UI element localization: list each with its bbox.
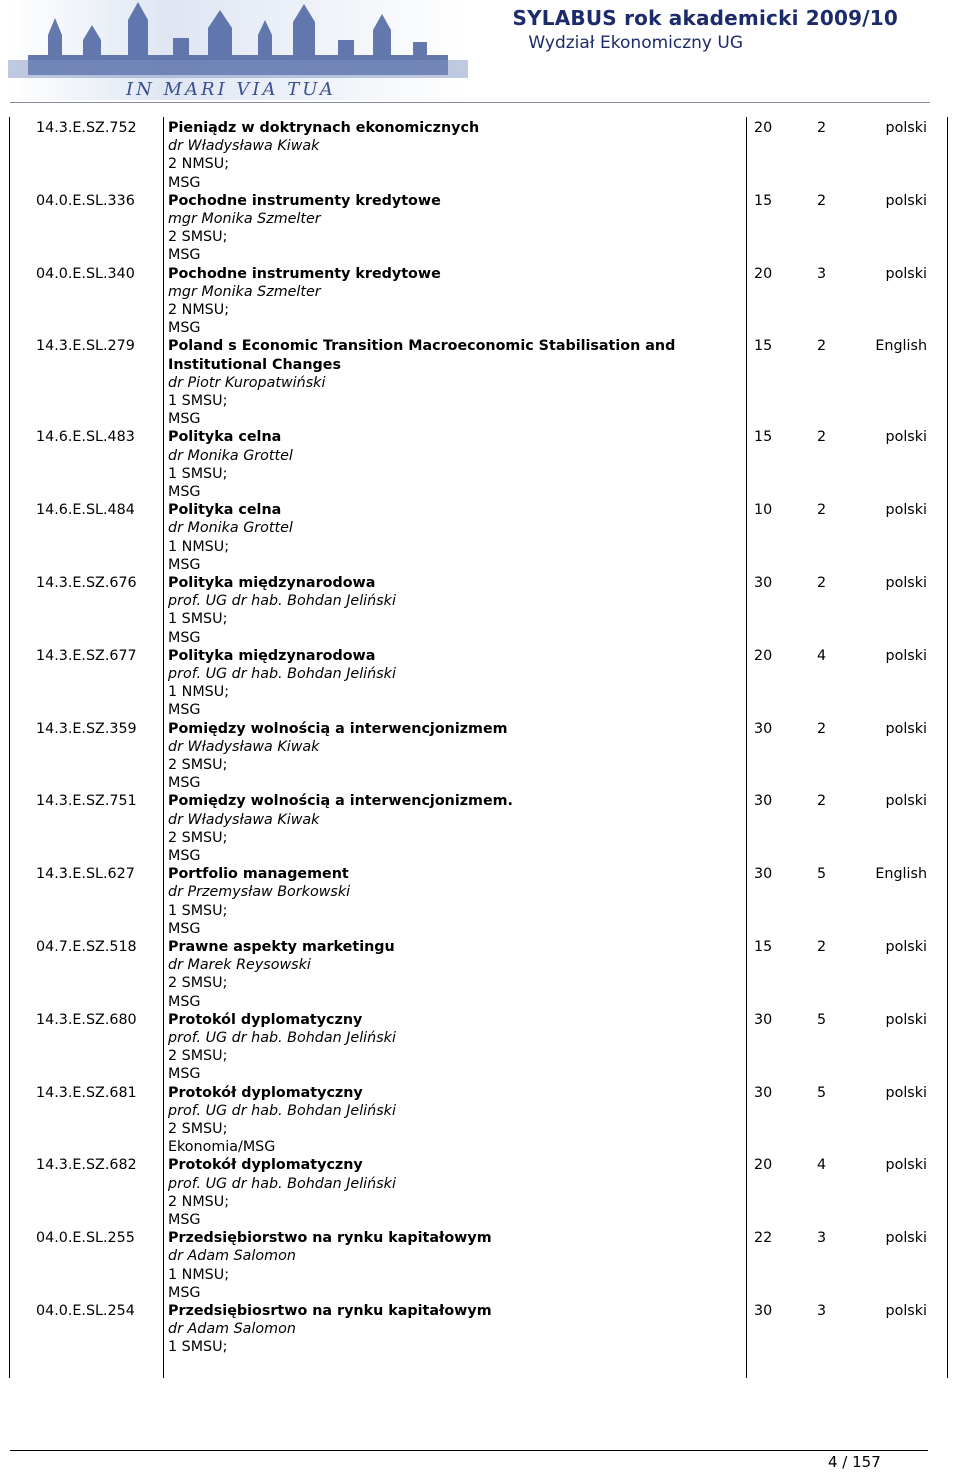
course-lecturer: prof. UG dr hab. Bohdan Jeliński [168,1030,396,1046]
course-hours: 15 [754,429,773,446]
course-row [9,1084,948,1157]
course-language: polski [885,1084,927,1101]
course-semester: 2 SMSU; [168,829,228,846]
course-hours: 30 [754,1084,773,1101]
course-code: 14.6.E.SL.483 [36,429,135,446]
course-group: MSG [168,556,201,573]
footer-divider [10,1450,928,1451]
course-code: 04.0.E.SL.336 [36,192,135,209]
course-hours: 30 [754,866,773,883]
faculty-name: Wydział Ekonomiczny UG [528,33,743,53]
course-ects: 2 [817,720,827,737]
course-title: Poland s Economic Transition Macroeconomic Stabilisation and Institutional Changes [168,338,676,373]
course-row [9,1011,948,1084]
course-semester: 2 SMSU; [168,1048,228,1065]
course-title: Protokól dyplomatyczny [168,1011,363,1028]
course-lecturer: prof. UG dr hab. Bohdan Jeliński [168,1175,396,1192]
course-description [168,337,708,428]
course-hours: 22 [754,1230,773,1247]
course-code: 14.6.E.SL.484 [36,502,135,519]
course-group: MSG [168,1284,201,1301]
course-row [9,501,948,574]
course-title: Polityka celna [168,429,282,446]
course-semester: 1 SMSU; [168,1339,228,1356]
course-language: polski [885,1303,927,1319]
course-semester: 2 SMSU; [168,1121,228,1137]
course-group: MSG [168,993,201,1010]
course-row [9,720,948,793]
course-description [168,720,708,793]
course-ects: 5 [817,1011,827,1028]
course-language: polski [885,120,927,136]
course-semester: 2 SMSU; [168,975,228,992]
course-lecturer: prof. UG dr hab. Bohdan Jeliński [168,666,396,682]
course-title: Pieniądz w doktrynach ekonomicznych [168,120,480,136]
course-description [168,1156,708,1229]
course-code: 04.0.E.SL.255 [36,1230,135,1247]
course-row [9,938,948,1011]
course-title: Portfolio management [168,866,349,883]
university-logo [8,0,468,100]
course-language: polski [885,1230,927,1247]
course-group: MSG [168,320,201,337]
course-ects: 2 [817,338,827,355]
course-title: Pomiędzy wolnością a interwencjonizmem [168,720,508,737]
course-language: English [875,338,927,355]
course-description [168,1084,708,1157]
course-lecturer: dr Monika Grottel [168,447,293,464]
course-group: MSG [168,174,201,191]
course-lecturer: mgr Monika Szmelter [168,211,321,227]
course-ects: 3 [817,265,827,282]
course-semester: 2 NMSU; [168,1193,230,1210]
course-semester: 2 SMSU; [168,229,228,246]
course-semester: 2 SMSU; [168,757,228,773]
course-ects: 2 [817,793,827,810]
course-semester: 2 NMSU; [168,156,230,173]
course-language: English [875,866,927,883]
course-group: MSG [168,484,201,500]
course-hours: 15 [754,939,773,955]
course-hours: 15 [754,338,773,355]
course-hours: 30 [754,793,773,810]
course-row [9,428,948,501]
course-ects: 2 [817,575,827,591]
course-description [168,1229,708,1302]
course-title: Pochodne instrumenty kredytowe [168,265,441,282]
course-code: 04.7.E.SZ.518 [36,939,137,955]
course-ects: 3 [817,1303,827,1319]
course-ects: 2 [817,939,827,955]
page-number: 4 / 157 [828,1453,881,1471]
course-description [168,428,708,501]
course-row [9,792,948,865]
course-row [9,574,948,647]
course-lecturer: prof. UG dr hab. Bohdan Jeliński [168,1102,396,1119]
course-lecturer: mgr Monika Szmelter [168,283,321,300]
course-row [9,119,948,192]
course-title: Przedsiębiosrtwo na rynku kapitałowym [168,1303,492,1319]
header-divider [10,102,930,103]
course-group: MSG [168,411,201,428]
course-description [168,938,708,1011]
course-description [168,792,708,865]
course-title: Protokół dyplomatyczny [168,1084,363,1101]
course-lecturer: dr Monika Grottel [168,520,293,537]
course-title: Polityka celna [168,502,282,519]
course-group: MSG [168,702,201,719]
course-ects: 5 [817,1084,827,1101]
course-ects: 2 [817,502,827,519]
course-code: 04.0.E.SL.340 [36,265,135,282]
course-description [168,865,708,938]
course-lecturer: dr Adam Salomon [168,1321,296,1338]
course-language: polski [885,575,927,591]
course-language: polski [885,1011,927,1028]
course-language: polski [885,1157,927,1174]
course-ects: 3 [817,1230,827,1247]
course-semester: 1 SMSU; [168,393,228,409]
course-semester: 1 NMSU; [168,1266,230,1283]
course-language: polski [885,265,927,282]
course-row [9,647,948,720]
course-language: polski [885,793,927,810]
course-language: polski [885,429,927,446]
course-description [168,119,708,192]
course-ects: 2 [817,429,827,446]
course-hours: 15 [754,192,773,209]
course-lecturer: dr Władysława Kiwak [168,138,320,155]
course-lecturer: dr Przemysław Borkowski [168,884,351,901]
course-ects: 2 [817,120,827,136]
course-hours: 30 [754,575,773,591]
course-title: Przedsiębiorstwo na rynku kapitałowym [168,1230,492,1247]
course-semester: 1 NMSU; [168,684,230,701]
course-language: polski [885,939,927,955]
course-code: 14.3.E.SZ.359 [36,720,137,737]
course-hours: 20 [754,1157,773,1174]
course-code: 14.3.E.SZ.751 [36,793,137,810]
course-code: 14.3.E.SZ.752 [36,120,137,136]
course-ects: 5 [817,866,827,883]
course-description [168,192,708,265]
course-description [168,265,708,338]
course-hours: 30 [754,1011,773,1028]
course-hours: 20 [754,265,773,282]
course-language: polski [885,502,927,519]
course-code: 14.3.E.SL.627 [36,866,135,883]
course-description [168,647,708,720]
course-description [168,501,708,574]
course-ects: 4 [817,647,827,664]
course-group: MSG [168,1066,201,1083]
course-title: Pochodne instrumenty kredytowe [168,192,441,209]
course-ects: 4 [817,1157,827,1174]
svg-text:IN MARI VIA TUA: IN MARI VIA TUA [126,79,336,100]
course-language: polski [885,647,927,664]
course-row [9,1302,948,1375]
course-code: 14.3.E.SZ.680 [36,1011,137,1028]
course-lecturer: dr Władysława Kiwak [168,811,320,828]
course-description [168,574,708,647]
course-group: MSG [168,920,201,937]
course-hours: 10 [754,502,773,519]
course-hours: 30 [754,720,773,737]
course-lecturer: dr Władysława Kiwak [168,738,320,755]
course-code: 14.3.E.SZ.676 [36,575,137,591]
course-language: polski [885,192,927,209]
course-code: 14.3.E.SL.279 [36,338,135,355]
course-lecturer: prof. UG dr hab. Bohdan Jeliński [168,593,396,610]
course-semester: 2 NMSU; [168,302,230,318]
course-description [168,1302,708,1357]
course-title: Protokół dyplomatyczny [168,1157,363,1174]
syllabus-title: SYLABUS rok akademicki 2009/10 [512,6,898,30]
course-group: Ekonomia/MSG [168,1139,276,1156]
course-lecturer: dr Piotr Kuropatwiński [168,374,326,391]
course-lecturer: dr Adam Salomon [168,1248,296,1265]
course-row [9,865,948,938]
course-code: 14.3.E.SZ.681 [36,1084,137,1101]
course-row [9,1229,948,1302]
course-hours: 20 [754,647,773,664]
course-row [9,1156,948,1229]
course-semester: 1 SMSU; [168,902,228,919]
courses-table [9,117,948,1378]
course-group: MSG [168,775,201,792]
course-group: MSG [168,247,201,264]
course-semester: 1 NMSU; [168,538,230,555]
course-semester: 1 SMSU; [168,611,228,628]
course-title: Prawne aspekty marketingu [168,939,395,955]
course-row [9,337,948,428]
course-lecturer: dr Marek Reysowski [168,957,311,974]
course-code: 04.0.E.SL.254 [36,1303,135,1319]
course-semester: 1 SMSU; [168,465,228,482]
course-row [9,265,948,338]
course-group: MSG [168,848,201,864]
page-header [0,0,960,104]
course-group: MSG [168,1212,201,1228]
course-code: 14.3.E.SZ.682 [36,1157,137,1174]
course-hours: 20 [754,120,773,136]
course-description [168,1011,708,1084]
course-title: Polityka międzynarodowa [168,575,376,591]
course-group: MSG [168,629,201,646]
course-ects: 2 [817,192,827,209]
course-row [9,192,948,265]
course-code: 14.3.E.SZ.677 [36,647,137,664]
course-hours: 30 [754,1303,773,1319]
course-language: polski [885,720,927,737]
course-title: Pomiędzy wolnością a interwencjonizmem. [168,793,513,810]
course-title: Polityka międzynarodowa [168,647,376,664]
